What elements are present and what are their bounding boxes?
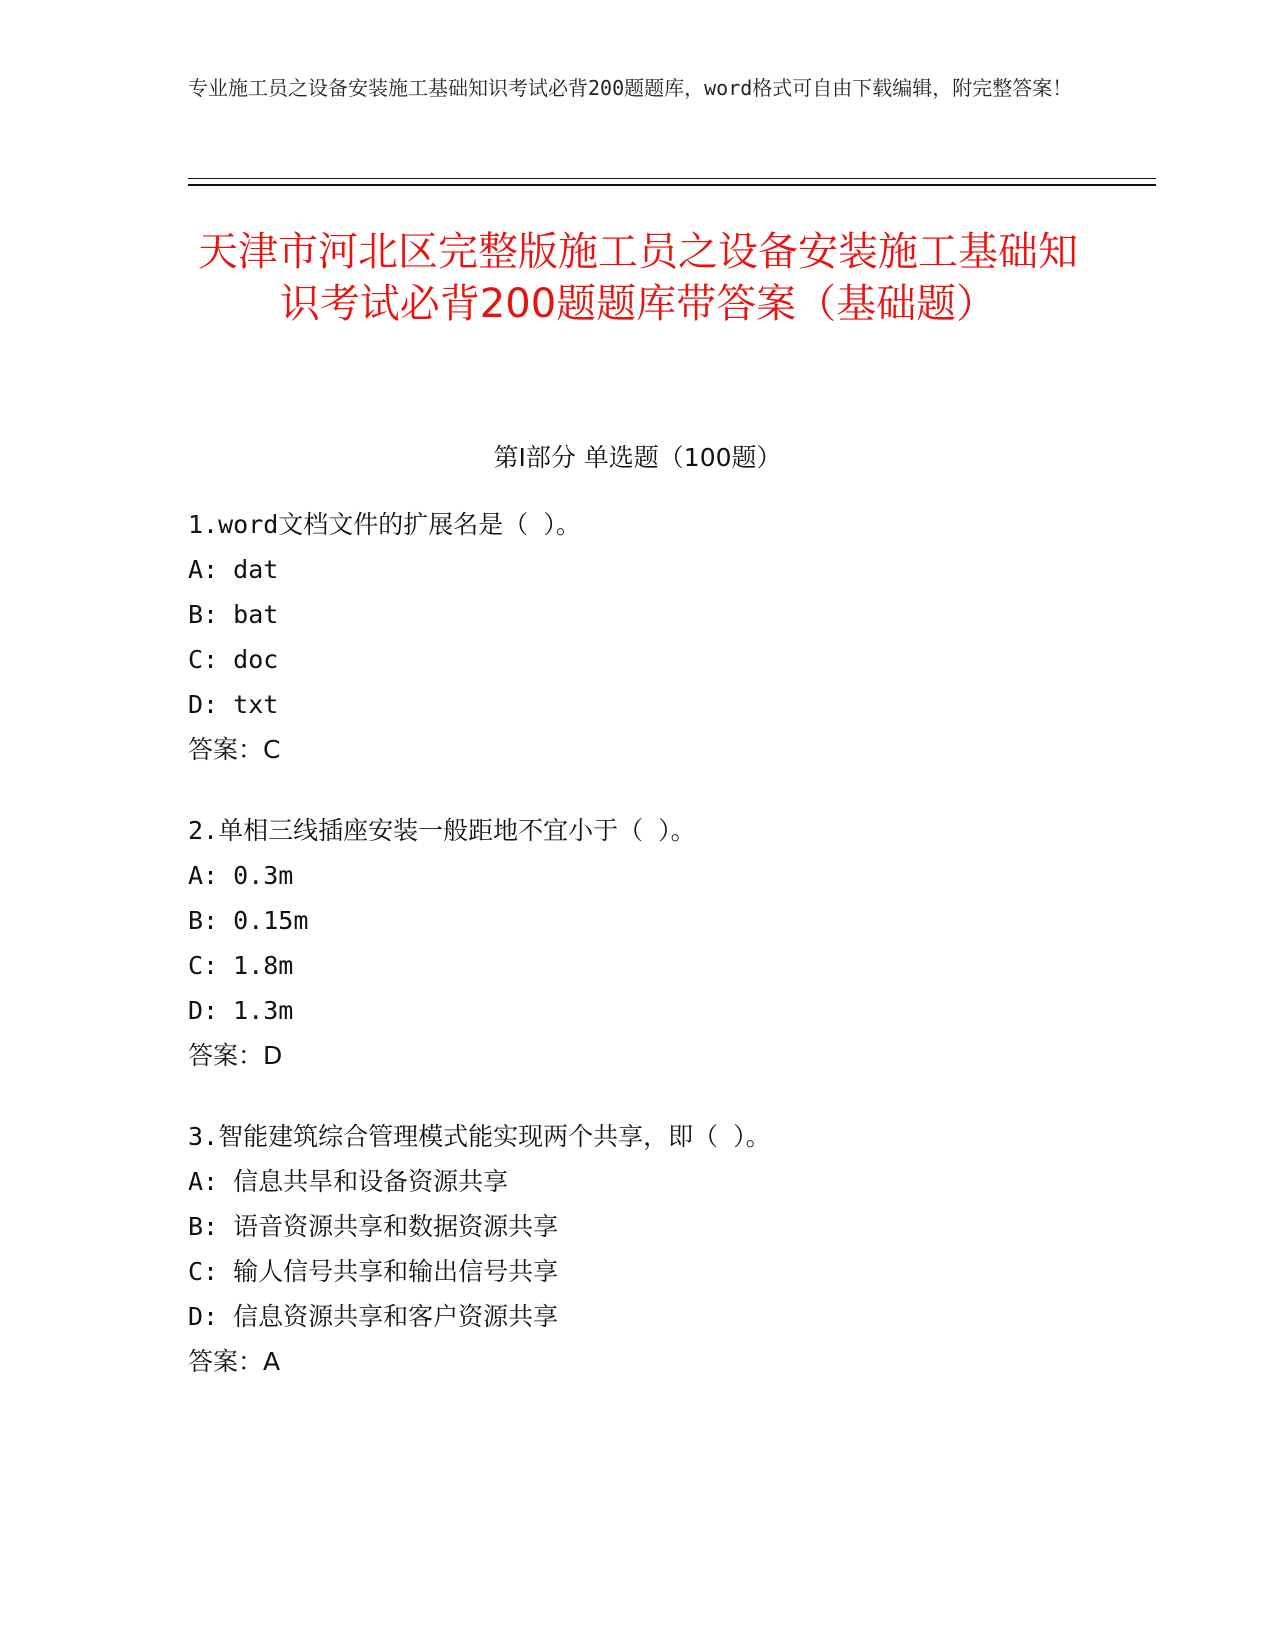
option-c: C: doc: [188, 645, 279, 674]
question-3: [188, 1114, 1138, 1384]
option-c: C: 输人信号共享和输出信号共享: [188, 1257, 559, 1286]
answer-line: 答案：D: [188, 1041, 283, 1070]
header-note: 专业施工员之设备安装施工基础知识考试必背200题题库，word格式可自由下载编辑，附完整答案！: [188, 76, 1073, 100]
question-stem: 2.单相三线插座安装一般距地不宜小于（ ）。: [188, 816, 696, 845]
question-2: [188, 808, 1138, 1078]
document-title: 天津市河北区完整版施工员之设备安装施工基础知识考试必背200题题库带答案（基础题）: [198, 229, 1078, 327]
option-b: B: bat: [188, 600, 279, 629]
option-d: D: 信息资源共享和客户资源共享: [188, 1302, 559, 1331]
answer-line: 答案：C: [188, 735, 281, 764]
option-d: D: 1.3m: [188, 996, 294, 1025]
option-b: B: 0.15m: [188, 906, 309, 935]
header-divider-top: [188, 178, 1156, 179]
section-title: 第I部分 单选题（100题）: [493, 443, 782, 472]
option-c: C: 1.8m: [188, 951, 294, 980]
question-stem: 3.智能建筑综合管理模式能实现两个共享，即（ ）。: [188, 1122, 771, 1151]
option-a: A: 0.3m: [188, 861, 294, 890]
option-a: A: dat: [188, 555, 279, 584]
question-stem: 1.word文档文件的扩展名是（ ）。: [188, 510, 581, 539]
question-1: [188, 502, 1138, 772]
option-b: B: 语音资源共享和数据资源共享: [188, 1212, 559, 1241]
header-divider-bottom: [188, 184, 1156, 186]
option-a: A: 信息共旱和设备资源共享: [188, 1167, 509, 1196]
answer-line: 答案：A: [188, 1347, 281, 1376]
option-d: D: txt: [188, 690, 279, 719]
